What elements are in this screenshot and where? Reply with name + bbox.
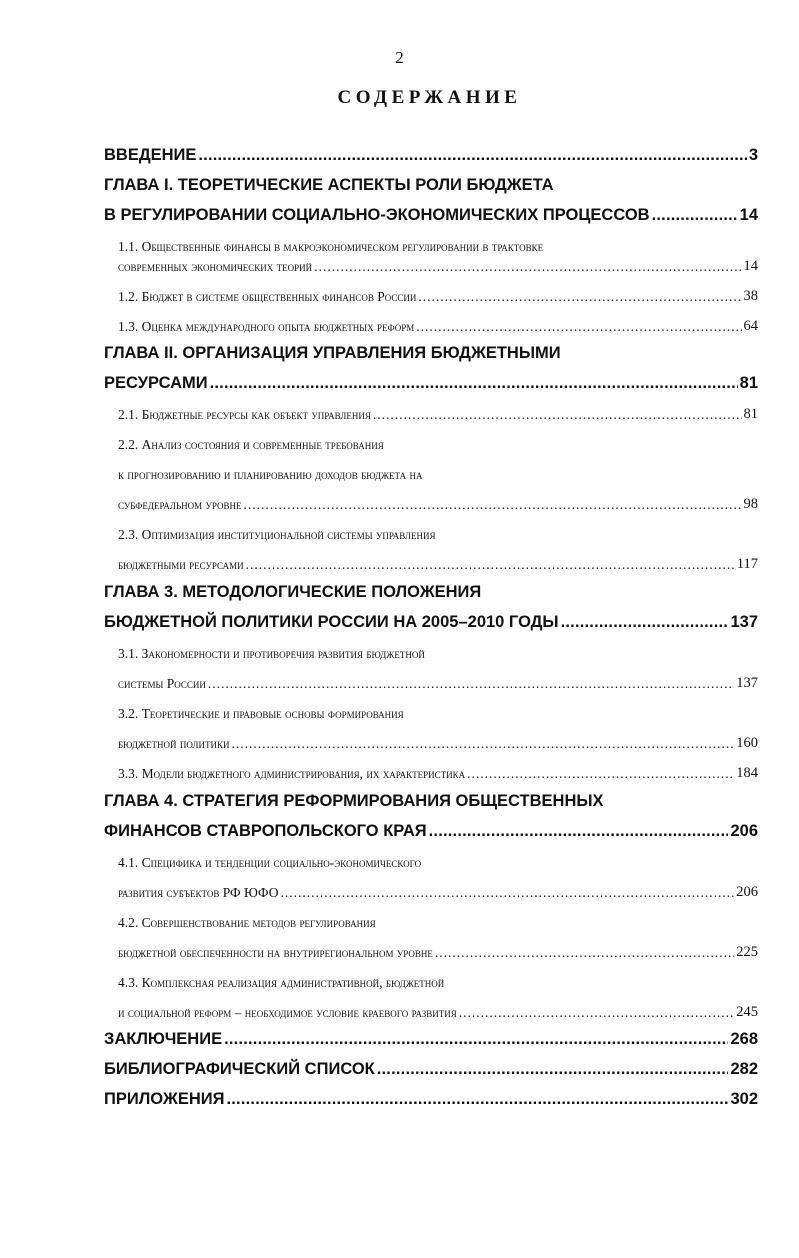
toc-entry-conclusion[interactable]: ЗАКЛЮЧЕНИЕ ..... 268 xyxy=(104,1025,758,1049)
toc-entry-section-4-2[interactable]: 4.2. Совершенствование методов регулирования xyxy=(118,915,376,930)
page-ref: 137 xyxy=(736,675,758,691)
page-ref: 245 xyxy=(736,1004,758,1020)
leader-dots xyxy=(224,1030,728,1049)
page-ref: 117 xyxy=(736,556,758,572)
toc-entry-chapter-4[interactable]: ГЛАВА 4. СТРАТЕГИЯ РЕФОРМИРОВАНИЯ ОБЩЕСТВЕННЫХ xyxy=(104,792,604,810)
leader-dots xyxy=(429,822,729,841)
leader-dots xyxy=(246,557,735,573)
leader-dots xyxy=(377,1060,729,1079)
toc-entry-section-2-1[interactable]: 2.1. Бюджетные ресурсы как объект управления ..... 81 xyxy=(118,399,758,423)
leader-dots xyxy=(280,885,734,901)
page-ref: 206 xyxy=(730,822,758,840)
toc-entry-section-4-1[interactable]: 4.1. Специфика и тенденции социально-экономического xyxy=(118,855,422,870)
toc-entry-section-4-1-cont[interactable]: развития субъектов РФ ЮФО ..... 206 xyxy=(118,877,758,901)
toc-entry-section-4-3-cont[interactable]: и социальной реформ – необходимое условие краевого развития ..... 245 xyxy=(118,997,758,1021)
toc-entry-chapter-3[interactable]: ГЛАВА 3. МЕТОДОЛОГИЧЕСКИЕ ПОЛОЖЕНИЯ xyxy=(104,583,482,601)
leader-dots xyxy=(561,613,729,632)
page-ref: 160 xyxy=(736,735,758,751)
toc-entry-chapter-2-cont[interactable]: РЕСУРСАМИ ..... 81 xyxy=(104,369,758,393)
page-ref: 38 xyxy=(743,288,758,304)
leader-dots xyxy=(244,497,742,513)
page-ref: 81 xyxy=(739,374,758,392)
leader-dots xyxy=(314,259,741,275)
page-ref: 184 xyxy=(736,765,758,781)
page-title: СОДЕРЖАНИЕ xyxy=(337,87,522,108)
toc-entry-appendices[interactable]: ПРИЛОЖЕНИЯ ..... 302 xyxy=(104,1085,758,1109)
leader-dots xyxy=(416,319,741,335)
toc-entry-section-4-2-cont[interactable]: бюджетной обеспеченности на внутрирегиональном уровне ..... 225 xyxy=(118,937,758,961)
toc-entry-section-3-1-cont[interactable]: системы России ..... 137 xyxy=(118,668,758,692)
leader-dots xyxy=(652,206,738,225)
leader-dots xyxy=(373,407,742,423)
toc-entry-section-2-3-cont[interactable]: бюджетными ресурсами ..... 117 xyxy=(118,549,758,573)
toc-entry-section-3-3[interactable]: 3.3. Модели бюджетного администрирования, их характеристика ..... 184 xyxy=(118,758,758,782)
page-ref: 206 xyxy=(736,884,758,900)
leader-dots xyxy=(231,736,734,752)
toc-entry-chapter-2[interactable]: ГЛАВА II. ОРГАНИЗАЦИЯ УПРАВЛЕНИЯ БЮДЖЕТНЫМИ xyxy=(104,344,561,362)
leader-dots xyxy=(198,146,746,165)
toc-entry-section-3-2-cont[interactable]: бюджетной политики ..... 160 xyxy=(118,728,758,752)
page-ref: 268 xyxy=(730,1030,758,1048)
toc-entry-chapter-1[interactable]: ГЛАВА I. ТЕОРЕТИЧЕСКИЕ АСПЕКТЫ РОЛИ БЮДЖЕТА xyxy=(104,176,554,194)
page-ref: 98 xyxy=(743,496,758,512)
page-ref: 282 xyxy=(730,1060,758,1078)
toc-entry-section-2-2[interactable]: 2.2. Анализ состояния и современные требования xyxy=(118,437,384,452)
toc-entry-chapter-4-cont[interactable]: ФИНАНСОВ СТАВРОПОЛЬСКОГО КРАЯ ..... 206 xyxy=(104,817,758,841)
toc-entry-chapter-1-cont[interactable]: В РЕГУЛИРОВАНИИ СОЦИАЛЬНО-ЭКОНОМИЧЕСКИХ ПРОЦЕССОВ ..... 14 xyxy=(104,201,758,225)
leader-dots xyxy=(210,374,738,393)
toc-entry-section-1-3[interactable]: 1.3. Оценка международного опыта бюджетных реформ ..... 64 xyxy=(118,311,758,335)
page-ref: 64 xyxy=(743,318,758,334)
leader-dots xyxy=(226,1090,728,1109)
page-ref: 14 xyxy=(739,206,758,224)
page-ref: 81 xyxy=(743,406,758,422)
toc-entry-section-3-2[interactable]: 3.2. Теоретические и правовые основы формирования xyxy=(118,706,404,721)
page-ref: 14 xyxy=(743,258,758,274)
toc-entry-section-4-3[interactable]: 4.3. Комплексная реализация административной, бюджетной xyxy=(118,975,445,990)
leader-dots xyxy=(467,766,734,782)
page-ref: 225 xyxy=(736,944,758,960)
toc-entry-section-3-1[interactable]: 3.1. Закономерности и противоречия развития бюджетной xyxy=(118,646,425,661)
leader-dots xyxy=(418,289,741,305)
page-ref: 302 xyxy=(730,1090,758,1108)
page-ref: 3 xyxy=(748,146,758,164)
toc-entry-section-1-2[interactable]: 1.2. Бюджет в системе общественных финансов России ..... 38 xyxy=(118,281,758,305)
leader-dots xyxy=(459,1005,734,1021)
leader-dots xyxy=(208,676,734,692)
toc-entry-section-2-2-cont[interactable]: к прогнозированию и планированию доходов бюджета на xyxy=(118,467,423,482)
toc-entry-section-2-2-end[interactable]: субфедеральном уровне ..... 98 xyxy=(118,489,758,513)
toc-entry-section-1-1-cont[interactable]: современных экономических теорий ..... 14 xyxy=(118,251,758,275)
page-number: 2 xyxy=(395,48,404,67)
page-ref: 137 xyxy=(730,613,758,631)
toc-entry-bibliography[interactable]: БИБЛИОГРАФИЧЕСКИЙ СПИСОК ..... 282 xyxy=(104,1055,758,1079)
toc-entry-section-1-1[interactable]: 1.1. Общественные финансы в макроэкономическом регулировании в трактовке xyxy=(118,239,544,254)
toc-entry-chapter-3-cont[interactable]: БЮДЖЕТНОЙ ПОЛИТИКИ РОССИИ НА 2005–2010 ГОДЫ ..... 137 xyxy=(104,608,758,632)
leader-dots xyxy=(435,945,734,961)
toc-entry-introduction[interactable]: ВВЕДЕНИЕ ..... 3 xyxy=(104,141,758,165)
toc-entry-section-2-3[interactable]: 2.3. Оптимизация институциональной системы управления xyxy=(118,527,436,542)
